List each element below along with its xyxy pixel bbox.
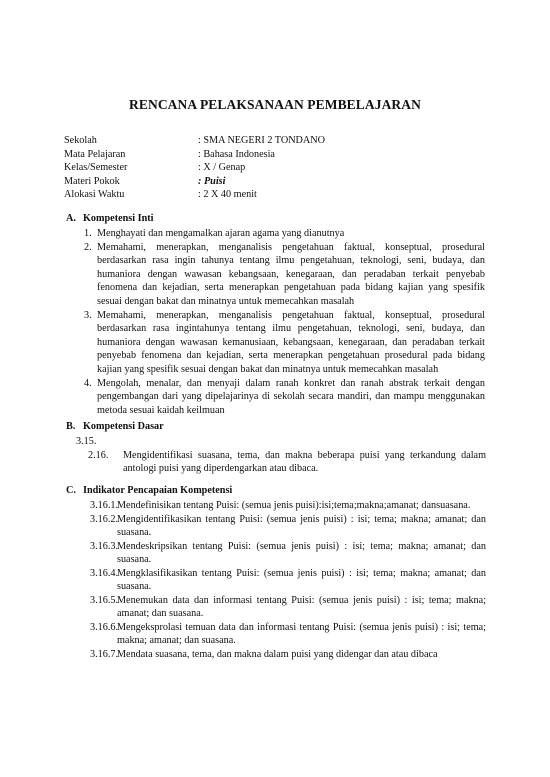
list-number: 3. bbox=[84, 309, 92, 321]
section-heading-a bbox=[66, 213, 153, 224]
list-text: Mengolah, menalar, dan menyaji dalam ranah konkret dan ranah abstrak terkait dengan pengembangan dari yang dipelajarinya di sekolah secara mandiri, dan mampu menggunakan metoda sesuai kaidah keilmuan bbox=[97, 377, 485, 416]
info-row-topic bbox=[64, 175, 325, 189]
competency-number: 3.15. bbox=[76, 436, 97, 447]
indicator-text: Mengidentifikasikan tentang Puisi: (semua jenis puisi) : isi; tema; makna; amanat; dan suasana. bbox=[117, 513, 486, 538]
list-number: 4. bbox=[84, 377, 92, 389]
list-item bbox=[84, 241, 485, 309]
info-value: : X / Genap bbox=[198, 162, 246, 173]
list-text: Menghayati dan mengamalkan ajaran agama yang dianutnya bbox=[97, 228, 345, 239]
indicator-number: 3.16.6. bbox=[90, 621, 119, 633]
indicator-text: Menemukan data dan informasi tentang Puisi: (semua jenis puisi) : isi; tema; makna; amanat; dan suasana. bbox=[117, 594, 486, 619]
indicator-item bbox=[90, 513, 486, 540]
basic-competency-block bbox=[76, 435, 486, 476]
indicator-number: 3.16.7. bbox=[90, 648, 119, 660]
list-item bbox=[84, 309, 485, 377]
info-label: Mata Pelajaran bbox=[64, 148, 126, 160]
section-heading-c bbox=[66, 485, 232, 496]
competency-text: Mengidentifikasi suasana, tema, dan makna beberapa puisi yang terkandung dalam antologi puisi yang diperdengarkan atau dibaca. bbox=[123, 449, 486, 475]
indicator-list bbox=[90, 499, 486, 661]
info-label: Sekolah bbox=[64, 135, 97, 146]
info-row-subject bbox=[64, 148, 325, 162]
list-number: 1. bbox=[84, 228, 92, 239]
list-text: Memahami, menerapkan, menganalisis pengetahuan faktual, konseptual, prosedural berdasarkan rasa ingintahunya tentang ilmu pengetahuan, teknologi, seni, budaya, dan humaniora dengan wawasan kemanusiaan, kebangsaan, kenegaraan, dan peradaban terkait penyebab fenomena dan kejadian, serta menerapkan pengetahuan prosedural pada bidang kajian yang spesifik sesuai dengan bakat dan minatnya untuk memecahkan masalah bbox=[97, 309, 485, 375]
indicator-number: 3.16.3. bbox=[90, 540, 119, 552]
info-value: : Bahasa Indonesia bbox=[198, 148, 275, 160]
info-value: : Puisi bbox=[198, 175, 226, 187]
indicator-number: 3.16.4. bbox=[90, 567, 119, 579]
info-row-time bbox=[64, 188, 325, 202]
indicator-number: 3.16.5. bbox=[90, 594, 119, 606]
indicator-item bbox=[90, 499, 486, 513]
indicator-item bbox=[90, 567, 486, 594]
indicator-text: Mengeksprolasi temuan data dan informasi tentang Puisi: (semua jenis puisi) : isi; tema; makna; amanat; dan suasana. bbox=[117, 621, 486, 646]
competency-sub-number: 2.16. bbox=[88, 449, 109, 461]
indicator-item bbox=[90, 621, 486, 648]
document-title: RENCANA PELAKSANAAN PEMBELAJARAN bbox=[129, 97, 421, 112]
section-letter: A. bbox=[66, 213, 76, 224]
info-value: : SMA NEGERI 2 TONDANO bbox=[198, 135, 325, 146]
indicator-item bbox=[90, 648, 486, 662]
info-label: Kelas/Semester bbox=[64, 162, 128, 173]
list-item bbox=[84, 377, 485, 418]
indicator-number: 3.16.2. bbox=[90, 513, 119, 525]
section-letter: C. bbox=[66, 485, 76, 496]
section-title: Indikator Pencapaian Kompetensi bbox=[83, 485, 233, 496]
indicator-text: Mendeskripsikan tentang Puisi: (semua jenis puisi) : isi; tema; makna; amanat; dan suasana. bbox=[117, 540, 486, 565]
info-value: : 2 X 40 menit bbox=[198, 189, 257, 200]
indicator-item bbox=[90, 540, 486, 567]
info-label: Materi Pokok bbox=[64, 175, 120, 187]
section-heading-b bbox=[66, 421, 164, 432]
indicator-item bbox=[90, 594, 486, 621]
indicator-text: Mendata suasana, tema, dan makna dalam puisi yang didengar dan atau dibaca bbox=[117, 648, 438, 660]
section-title: Kompetensi Dasar bbox=[83, 421, 164, 432]
info-label: Alokasi Waktu bbox=[64, 189, 125, 200]
section-title: Kompetensi Inti bbox=[83, 213, 154, 224]
indicator-number: 3.16.1. bbox=[90, 500, 119, 511]
indicator-text: Mendefinisikan tentang Puisi: (semua jenis puisi):isi;tema;makna;amanat; dansuasana. bbox=[117, 500, 471, 511]
section-letter: B. bbox=[66, 421, 76, 432]
core-competency-list bbox=[84, 227, 485, 417]
list-number: 2. bbox=[84, 241, 92, 253]
info-row-school bbox=[64, 134, 325, 148]
identity-table bbox=[64, 134, 325, 202]
indicator-text: Mengklasifikasikan tentang Puisi: (semua jenis puisi) : isi; tema; makna; amanat; dan suasana. bbox=[117, 567, 486, 592]
list-item bbox=[84, 227, 485, 241]
competency-item bbox=[76, 449, 486, 476]
list-text: Memahami, menerapkan, menganalisis pengetahuan faktual, konseptual, prosedural berdasarkan rasa ingin tahunya tentang ilmu pengetahuan, teknologi, seni, budaya, dan humaniora dengan wawasan kebangsaan, kenegaraan, dan peradaban terkait penyebab fenomena dan kejadian, serta menerapkan pengetahuan pada bidang kajian yang spesifik sesuai dengan bakat dan minatnya untuk memecahkan masalah bbox=[97, 241, 485, 307]
info-row-class bbox=[64, 161, 325, 175]
